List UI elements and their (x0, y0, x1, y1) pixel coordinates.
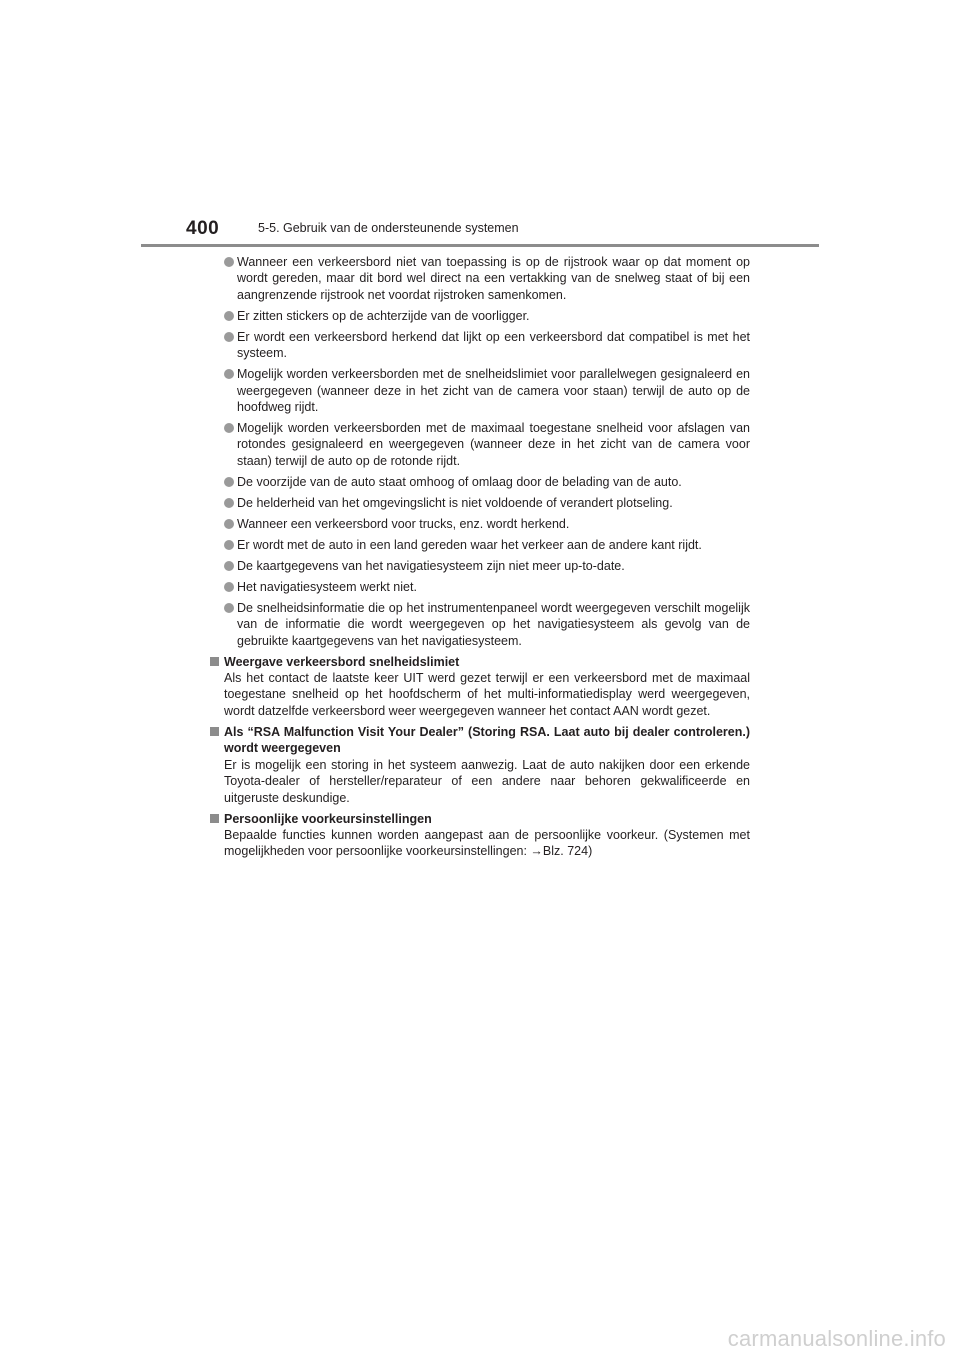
bullet-item (210, 516, 750, 532)
bullet-item (210, 600, 750, 649)
subsection-rsa-malfunction (210, 724, 750, 806)
bullet-text: De kaartgegevens van het navigatiesysteem zijn niet meer up-to-date. (237, 558, 625, 573)
bullet-dot-icon (224, 423, 234, 433)
bullet-item (210, 558, 750, 574)
section-title: 5-5. Gebruik van de ondersteunende systemen (258, 221, 519, 235)
bullet-dot-icon (224, 332, 234, 342)
bullet-text: De helderheid van het omgevingslicht is niet voldoende of verandert plotseling. (237, 495, 673, 510)
bullet-dot-icon (224, 540, 234, 550)
bullet-dot-icon (224, 519, 234, 529)
subsection-body: Als het contact de laatste keer UIT werd gezet terwijl er een verkeersbord met de maximaal toegestane snelheid op het hoofdscherm of het multi-informatiedisplay werd weergegeven, wordt datzelfde verkeersbord weer weergegeven wanneer het contact AAN wordt gezet. (224, 671, 750, 718)
subsection-body: Er is mogelijk een storing in het systeem aanwezig. Laat de auto nakijken door een erkende Toyota-dealer of hersteller/reparateur of een andere naar behoren gekwalificeerde en uitgeruste deskundige. (224, 757, 750, 805)
bullet-item (210, 308, 750, 324)
bullet-text: Mogelijk worden verkeersborden met de maximaal toegestane snelheid voor afslagen van rotondes gesignaleerd en weergegeven (wanneer deze in het zicht van de camera voor staan) terwijl de auto op de rotonde rijdt. (237, 421, 750, 468)
bullet-text: Er wordt een verkeersbord herkend dat lijkt op een verkeersbord dat compatibel is met het systeem. (237, 329, 750, 361)
subsection-heading: Als “RSA Malfunction Visit Your Dealer” (Storing RSA. Laat auto bij dealer controleren.) wordt weergegeven (224, 724, 750, 756)
bullet-dot-icon (224, 561, 234, 571)
subsection-heading: Weergave verkeersbord snelheidslimiet (224, 654, 460, 669)
bullet-item (210, 254, 750, 303)
bullet-item (210, 329, 750, 362)
bullet-dot-icon (224, 369, 234, 379)
bullet-text: Mogelijk worden verkeersborden met de snelheidslimiet voor parallelwegen gesignaleerd en weergegeven (wanneer deze in het zicht van de camera voor staan) terwijl de auto op de hoofdweg rijdt. (237, 367, 750, 415)
bullet-text: Wanneer een verkeersbord voor trucks, enz. wordt herkend. (237, 516, 570, 531)
bullet-item (210, 420, 750, 469)
bullet-item (210, 579, 750, 595)
square-bullet-icon (210, 814, 219, 823)
page-content (210, 254, 750, 864)
bullet-dot-icon (224, 603, 234, 613)
bullet-text: De snelheidsinformatie die op het instrumentenpaneel wordt weergegeven verschilt mogelijk van de informatie die wordt weergegeven op het navigatiesysteem als gevolg van de gebruikte kaartgegevens van het navigatiesysteem. (237, 600, 750, 648)
watermark: carmanualsonline.info (727, 1326, 946, 1351)
bullet-text: Het navigatiesysteem werkt niet. (237, 579, 417, 594)
bullet-text: Er zitten stickers op de achterzijde van de voorligger. (237, 308, 530, 323)
square-bullet-icon (210, 727, 219, 736)
bullet-dot-icon (224, 311, 234, 321)
bullet-dot-icon (224, 582, 234, 592)
bullet-item (210, 495, 750, 511)
header-divider (141, 244, 819, 247)
subsection-personal-settings (210, 811, 750, 860)
subsection-body: Bepaalde functies kunnen worden aangepast aan de persoonlijke voorkeur. (Systemen met mogelijkheden voor persoonlijke voorkeursinstellingen: →Blz. 724) (224, 827, 750, 859)
bullet-text: Wanneer een verkeersbord niet van toepassing is op de rijstrook waar op dat moment op wordt gereden, maar dit bord wel direct na een vertakking van de snelweg staat of bij een aangrenzende rijstrook net voordat rijstroken samenkomen. (237, 255, 750, 302)
subsection-heading: Persoonlijke voorkeursinstellingen (224, 811, 432, 826)
bullet-dot-icon (224, 477, 234, 487)
square-bullet-icon (210, 657, 219, 666)
bullet-dot-icon (224, 257, 234, 267)
bullet-item (210, 537, 750, 553)
bullet-text: Er wordt met de auto in een land gereden waar het verkeer aan de andere kant rijdt. (237, 537, 702, 552)
bullet-text: De voorzijde van de auto staat omhoog of omlaag door de belading van de auto. (237, 474, 682, 489)
page-number: 400 (186, 218, 220, 239)
subsection-speed-sign-display (210, 654, 750, 720)
bullet-item (210, 366, 750, 415)
bullet-item (210, 474, 750, 490)
bullet-dot-icon (224, 498, 234, 508)
